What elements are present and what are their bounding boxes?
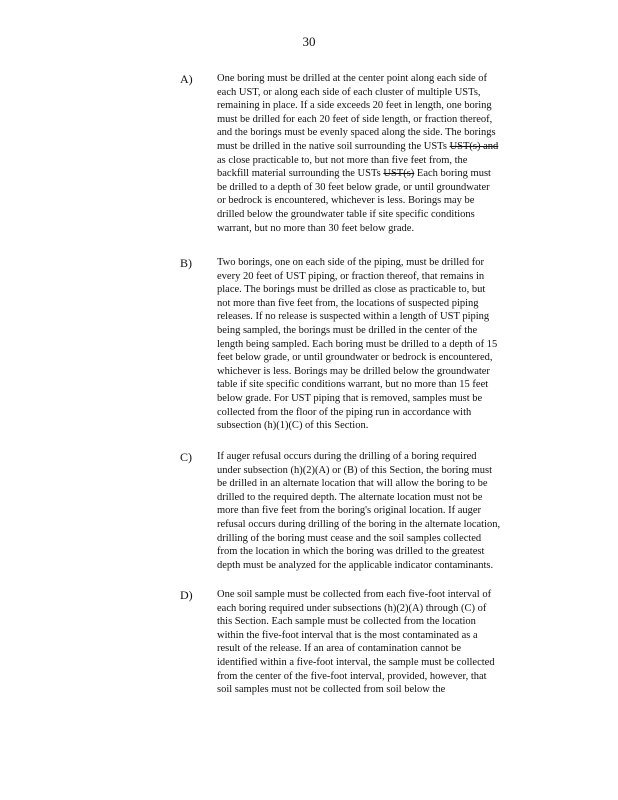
text-line: not more than five feet from, the locations of suspected piping bbox=[217, 297, 479, 309]
text-line: each boring required under subsections (h)(2)(A) through (C) of bbox=[217, 602, 487, 614]
text-line: length being sampled. Each boring must be drilled to a depth of 15 bbox=[217, 338, 498, 350]
paragraph-label: A) bbox=[180, 72, 193, 86]
text-line: Two borings, one on each side of the piping, must be drilled for bbox=[217, 257, 484, 268]
text-line: place. The borings must be drilled as close as practicable to, but bbox=[217, 284, 486, 296]
text-line: whichever is less. Borings may be drilled below the groundwater bbox=[217, 365, 490, 377]
text-line: If auger refusal occurs during the drilling of a boring required bbox=[217, 451, 477, 462]
paragraph-label: B) bbox=[180, 256, 192, 270]
text-line: as close practicable to, but not more than five feet from, the bbox=[217, 154, 468, 166]
text-line: drilling of the boring must cease and the soil samples collected bbox=[217, 532, 482, 544]
text-line: this Section. Each sample must be collected from the location bbox=[217, 616, 476, 628]
text-line bbox=[217, 140, 537, 154]
text-line: soil samples must not be collected from soil below the bbox=[217, 684, 446, 696]
page-number: 30 bbox=[302, 34, 316, 49]
text-line: under subsection (h)(2)(A) or (B) of this Section, the boring must bbox=[217, 464, 492, 476]
paragraph-body bbox=[217, 256, 537, 433]
text-line: every 20 feet of UST piping, or fraction thereof, that remains in bbox=[217, 270, 485, 282]
text-line: and the borings must be evenly spaced along the side. The borings bbox=[217, 127, 496, 139]
paragraph-body bbox=[217, 72, 537, 235]
text-line: must be drilled for each 20 feet of side length, or fraction thereof, bbox=[217, 113, 493, 125]
text-line: releases. If no release is suspected within a length of UST piping bbox=[217, 311, 490, 323]
text-line: refusal occurs during drilling of the boring in the alternate location, bbox=[217, 518, 501, 530]
text-segment: backfill material surrounding the USTs bbox=[217, 168, 384, 180]
paragraph-label: D) bbox=[180, 588, 193, 602]
text-line: being sampled, the borings must be drilled in the center of the bbox=[217, 324, 478, 336]
struck-text: UST(s) and bbox=[449, 140, 499, 152]
text-line: One boring must be drilled at the center point along each side of bbox=[217, 73, 488, 84]
text-line: from the location in which the boring was drilled to the greatest bbox=[217, 546, 485, 558]
text-line: One soil sample must be collected from each five-foot interval of bbox=[217, 589, 492, 600]
paragraph-body bbox=[217, 450, 537, 572]
text-line: depth must be analyzed for the applicable indicator contaminants. bbox=[217, 559, 494, 571]
text-segment: Each boring must bbox=[414, 168, 491, 180]
paragraph-label: C) bbox=[180, 450, 192, 464]
text-line bbox=[217, 167, 537, 181]
text-line: within the five-foot interval that is the most contaminated as a bbox=[217, 629, 478, 641]
struck-text: UST(s) bbox=[383, 168, 415, 180]
text-line: feet below grade, or until groundwater or bedrock is encountered, bbox=[217, 352, 493, 364]
text-line: collected from the floor of the piping run in accordance with bbox=[217, 406, 472, 418]
text-line: remaining in place. If a side exceeds 20 feet in length, one boring bbox=[217, 100, 492, 112]
text-line: result of the release. If an area of contamination cannot be bbox=[217, 643, 462, 655]
text-line: subsection (h)(1)(C) of this Section. bbox=[217, 420, 369, 432]
text-line: drilled below the groundwater table if site specific conditions bbox=[217, 208, 475, 220]
text-line: more than five feet from the boring's original location. If auger bbox=[217, 505, 482, 517]
text-line: from the center of the five-foot interval, provided, however, that bbox=[217, 670, 487, 682]
text-line: warrant, but no more than 30 feet below grade. bbox=[217, 222, 415, 234]
text-line: be drilled to a depth of 30 feet below grade, or until groundwater bbox=[217, 181, 490, 193]
text-line: each UST, or along each side of each cluster of multiple USTs, bbox=[217, 86, 481, 98]
text-line: table if site specific conditions warrant, but no more than 15 feet bbox=[217, 379, 489, 391]
text-line: identified within a five-foot interval, the sample must be collected bbox=[217, 656, 495, 668]
text-segment: must be drilled in the native soil surrounding the USTs bbox=[217, 140, 450, 152]
paragraph-body bbox=[217, 588, 537, 697]
text-line: below grade. For UST piping that is removed, samples must be bbox=[217, 392, 483, 404]
text-line: or bedrock is encountered, whichever is less. Borings may be bbox=[217, 195, 475, 207]
text-line: drilled to the required depth. The alternate location must not be bbox=[217, 491, 483, 503]
text-line: be drilled in an alternate location that will allow the boring to be bbox=[217, 478, 488, 490]
